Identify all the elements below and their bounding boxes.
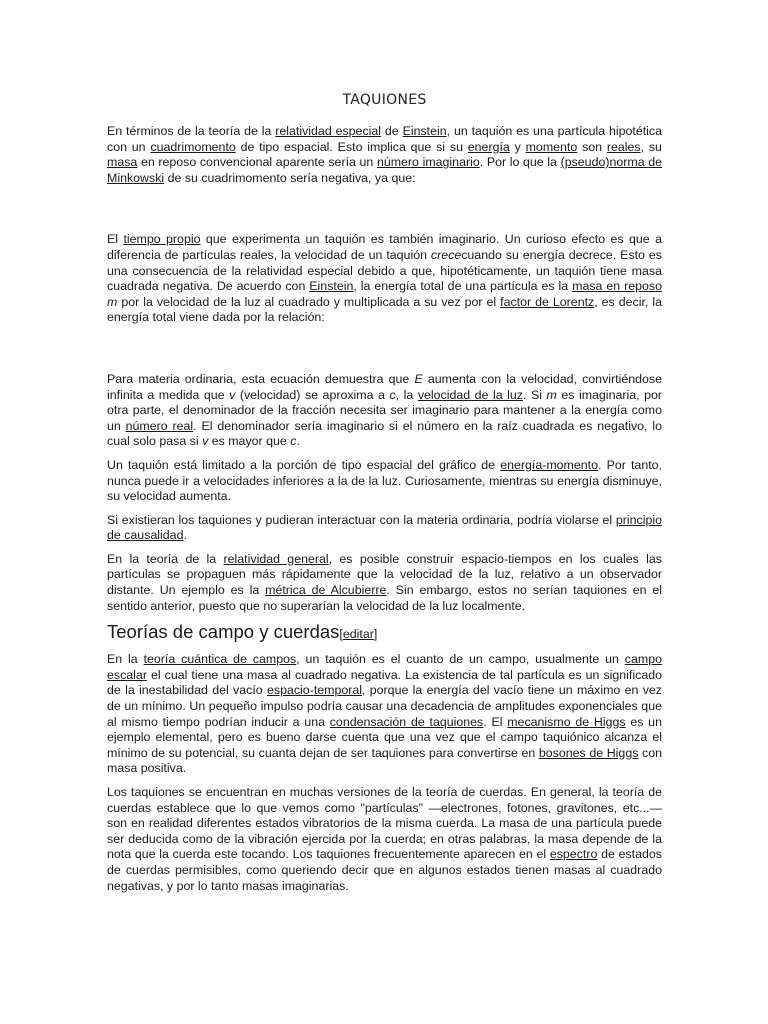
text-run: de su cuadrimomento sería negativa, ya que: [164,170,416,185]
link[interactable]: velocidad de la luz [417,387,523,402]
text-run: Los taquiones se encuentran en muchas versiones de la teoría de cuerdas. En general, la teoría de cuerdas establece que lo que vemos como "partículas" —electrones, fotones, gravitones, etc...— son en realidad diferentes estados vibratorios de la misma cuerda. La masa de una partícula puede ser deducida como de la vibración ejercida por la cuerda; en otras palabras, la masa depende de la nota que la cuerda este tocando. Los taquiones frecuentemente aparecen en el [107,785,662,862]
italic-text: c [290,434,297,449]
italic-text: m [546,387,557,402]
document-title: TAQUIONES [342,92,427,108]
paragraph-6 [107,552,662,614]
link[interactable]: Einstein [402,124,447,138]
text-run: . Sin embargo, estos no serían taquiones en el sentido anterior, puesto que no superarían la velocidad de la luz localmente. [107,583,662,613]
link[interactable]: bosones de Higgs [538,745,639,760]
link[interactable]: momento [525,139,578,154]
link[interactable]: masa [107,155,138,170]
text-run: es un ejemplo elemental, pero es bueno darse cuenta que una vez que el campo taquiónico alcanza el mínimo de su potencial, su cuanta dejan de ser taquiones para convertirse en [107,714,662,760]
italic-text: c [389,387,396,402]
edit-link[interactable]: editar [342,627,374,642]
link[interactable]: condensación de taquiones [329,714,484,729]
link[interactable]: tiempo propio [123,232,201,247]
text-run: En términos de la teoría de la [107,124,276,138]
link[interactable]: relatividad especial [275,124,382,138]
link[interactable]: relatividad general [223,551,329,566]
text-run: . [296,434,300,449]
link[interactable]: número real [125,418,194,433]
link[interactable]: (pseudo)norma de Minkowski [107,155,663,185]
link[interactable]: número imaginario [376,155,480,170]
italic-text: E [414,371,423,386]
paragraph-3 [107,372,662,450]
text-run: Si existieran los taquiones y pudieran interactuar con la materia ordinaria, podría violarse el [107,512,616,527]
link[interactable]: principio de causalidad [107,512,662,543]
link[interactable]: energía [467,139,510,154]
link[interactable]: Einstein [309,279,354,294]
text-run: , porque la energía del vacío tiene un máximo en vez de un mínimo. Un pequeño impulso podría causar una decadencia de amplitudes exponenciales que al mismo tiempo podrían inducir a una [107,683,662,729]
text-run: . Por lo que la [479,155,561,170]
text-run: . El denominador sería imaginario si el número en la raíz cuadrada es negativo, lo cual solo pasa si [107,418,662,449]
text-run: , la energía total de una partícula es la [353,279,573,294]
formula-space-1 [107,186,662,232]
text-run: (velocidad) se aproxima a [235,387,390,402]
text-run: aumenta con la velocidad, convirtiéndose infinita a medida que [107,371,662,402]
text-run: de tipo espacial. Esto implica que si su [235,139,468,154]
text-run: . Si [523,387,547,402]
text-run: En la [107,652,144,667]
link[interactable]: espectro [549,847,598,862]
link[interactable]: métrica de Alcubierre [265,583,387,598]
text-run: , la [395,387,418,402]
paragraph-5 [107,513,662,544]
paragraph-2 [107,232,662,326]
link[interactable]: espacio-temporal [266,683,363,698]
italic-text: crece [430,247,462,262]
text-run: el cual tiene una masa al cuadrado negativa. La existencia de tal partícula es un significado de la inestabilidad del vacío [107,667,662,698]
text-run: es imaginaria, por otra parte, el denominador de la fracción necesita ser imaginario para mantener a la energía como un [107,387,662,433]
link[interactable]: energía-momento [500,457,598,472]
text-run: . Por tanto, nunca puede ir a velocidades inferiores a la de la luz. Curiosamente, mientras su energía disminuye, su velocidad aumenta. [107,457,662,504]
link[interactable]: teoría cuántica de campos [143,652,297,667]
paragraph-8 [107,785,662,894]
link[interactable]: factor de Lorentz [500,294,595,309]
link[interactable]: campo escalar [107,652,662,682]
text-run: y [509,139,526,154]
text-run: con masa positiva. [107,745,662,776]
section-heading [107,620,662,646]
italic-text: v [202,434,209,449]
text-run: Un taquión está limitado a la porción de tipo espacial del gráfico de [107,457,501,472]
text-run: En la teoría de la [107,551,224,566]
text-run: Para materia ordinaria, esta ecuación demuestra que [107,371,415,386]
document-page [107,92,662,894]
text-run: son [577,139,607,154]
text-run: por la velocidad de la luz al cuadrado y multiplicada a su vez por el [117,294,501,309]
text-run: , su [640,139,662,154]
edit-bracket-open: [ [339,627,343,642]
text-run: en reposo convencional aparente sería un [137,155,377,170]
text-run: de estados de cuerdas permisibles, como queriendo decir que en algunos estados tienen masas al cuadrado negativas, y por lo tanto masas imaginarias. [107,847,662,893]
link[interactable]: cuadrimomento [150,139,236,154]
text-run: . El [483,714,508,729]
italic-text: v [229,387,236,402]
text-run: El [107,232,124,247]
text-run: , es posible construir espacio-tiempos en los cuales las partículas se propaguen más rápidamente que la velocidad de la luz, relativo a un observador distante. Un ejemplo es la [107,551,663,598]
link[interactable]: masa en reposo [572,279,662,294]
text-run: que experimenta un taquión es también imaginario. Un curioso efecto es que a diferencia de partículas reales, la velocidad de un taquión [107,232,662,262]
text-run: cuando su energía decrece. Esto es una consecuencia de la relatividad especial debido a que, hipotéticamente, un taquión tiene masa cuadrada negativa. De acuerdo con [107,247,662,294]
text-run: , un taquión es el cuanto de un campo, usualmente un [296,652,625,667]
text-run: de [381,124,403,138]
text-run: . [183,528,187,543]
formula-space-2 [107,326,662,372]
paragraph-1 [107,124,662,186]
italic-text: m [107,294,118,309]
paragraph-7 [107,652,662,777]
section-heading-text: Teorías de campo y cuerdas [107,621,340,643]
link[interactable]: mecanismo de Higgs [507,714,626,729]
text-run: , un taquión es una partícula hipotética con un [107,124,663,154]
text-run: es mayor que [208,434,291,449]
edit-bracket-close: ] [373,627,378,642]
text-run: , es decir, la energía total viene dada por la relación: [107,294,663,325]
paragraph-4 [107,458,662,505]
link[interactable]: reales [606,139,641,154]
